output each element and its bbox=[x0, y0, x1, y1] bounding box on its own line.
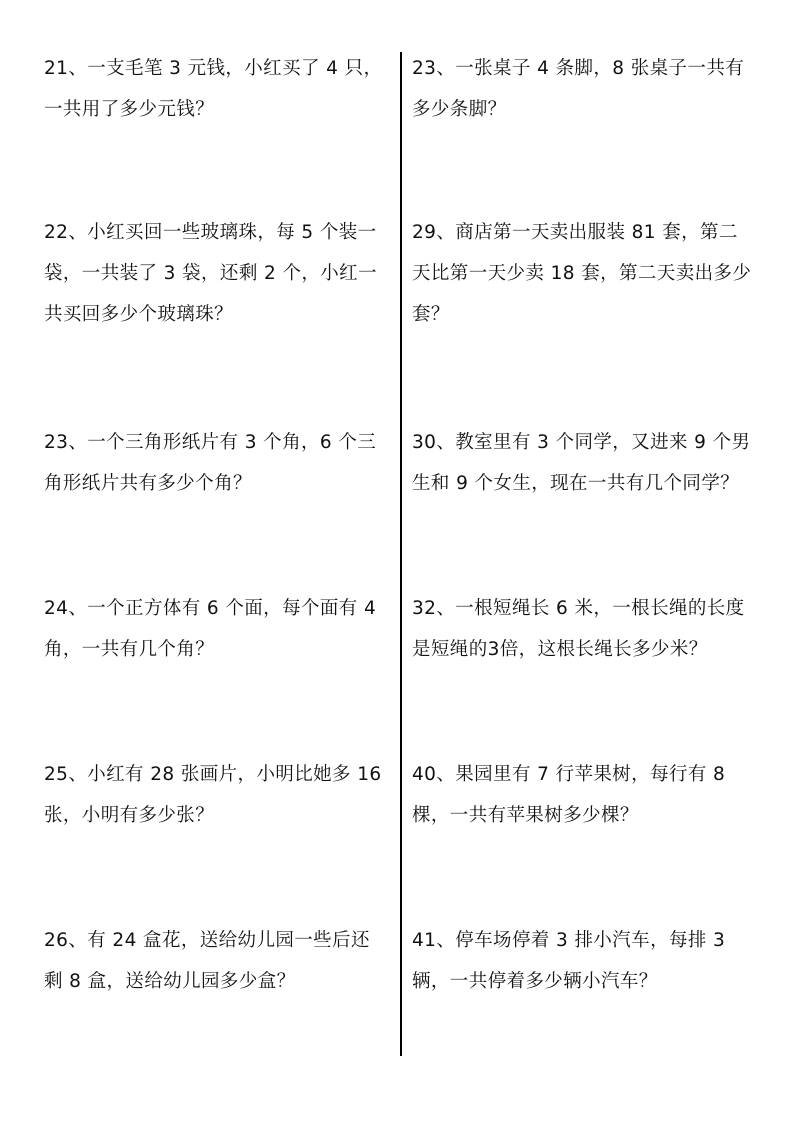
word-problem: 22、小红买回一些玻璃珠，每 5 个装一袋，一共装了 3 袋，还剩 2 个，小红一共买回多少个玻璃珠？ bbox=[44, 222, 377, 325]
word-problem: 24、一个正方体有 6 个面，每个面有 4 角，一共有几个角？ bbox=[44, 598, 377, 660]
column-divider bbox=[400, 52, 402, 1056]
word-problem: 40、果园里有 7 行苹果树，每行有 8 棵，一共有苹果树多少棵？ bbox=[412, 764, 726, 826]
word-problem: 26、有 24 盒花，送给幼儿园一些后还剩 8 盒，送给幼儿园多少盒？ bbox=[44, 930, 370, 992]
word-problem: 30、教室里有 3 个同学，又进来 9 个男生和 9 个女生，现在一共有几个同学？ bbox=[412, 432, 751, 494]
word-problem: 23、一张桌子 4 条脚，8 张桌子一共有多少条脚？ bbox=[412, 58, 745, 120]
word-problem: 32、一根短绳长 6 米，一根长绳的长度是短绳的3倍，这根长绳长多少米？ bbox=[412, 598, 745, 660]
word-problem: 29、商店第一天卖出服装 81 套，第二天比第一天少卖 18 套，第二天卖出多少套？ bbox=[412, 222, 752, 325]
word-problem: 41、停车场停着 3 排小汽车，每排 3 辆，一共停着多少辆小汽车？ bbox=[412, 930, 726, 992]
word-problem: 23、一个三角形纸片有 3 个角，6 个三角形纸片共有多少个角？ bbox=[44, 432, 377, 494]
word-problem: 21、一支毛笔 3 元钱，小红买了 4 只，一共用了多少元钱？ bbox=[44, 58, 383, 120]
word-problem: 25、小红有 28 张画片，小明比她多 16 张，小明有多少张？ bbox=[44, 764, 382, 826]
